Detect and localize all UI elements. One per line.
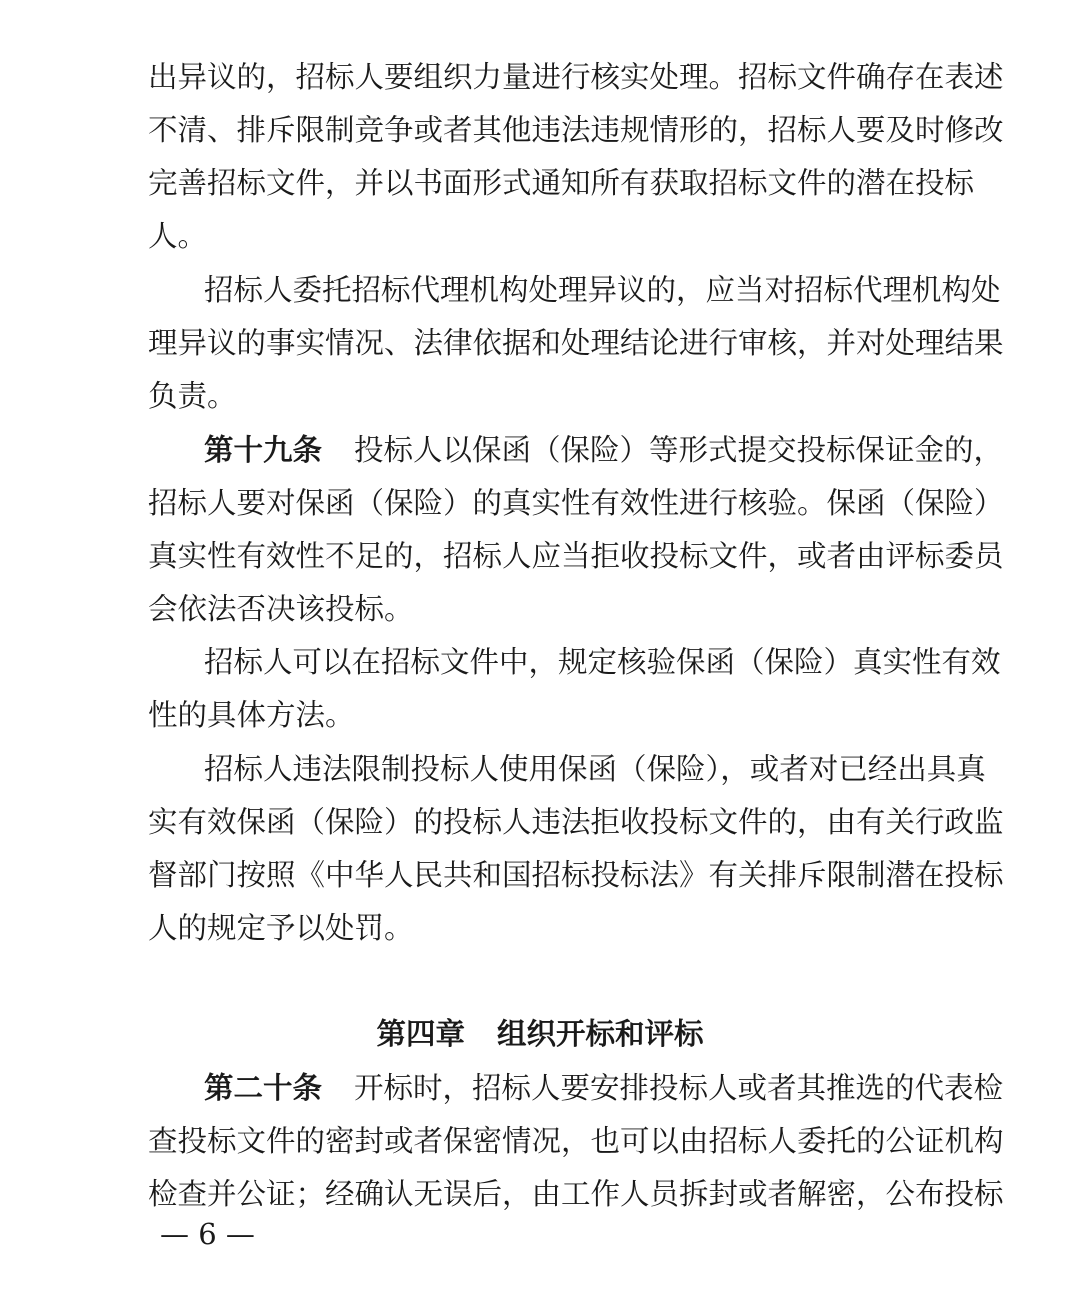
article-19-first-line — [204, 426, 1004, 474]
paragraph-line: 理异议的事实情况、法律依据和处理结论进行审核，并对处理结果 — [148, 326, 1004, 360]
paragraph-line: 真实性有效性不足的，招标人应当拒收投标文件，或者由评标委员 — [148, 539, 1004, 573]
paragraph-line: 督部门按照《中华人民共和国招标投标法》有关排斥限制潜在投标 — [148, 858, 1004, 892]
paragraph-line: 人的规定予以处罚。 — [148, 911, 414, 945]
chapter-number: 第四章 — [376, 1017, 465, 1051]
paragraph-line: 完善招标文件，并以书面形式通知所有获取招标文件的潜在投标 — [148, 166, 975, 200]
article-20-heading: 第二十条 — [204, 1071, 323, 1105]
paragraph-line: 实有效保函（保险）的投标人违法拒收投标文件的，由有关行政监 — [148, 805, 1004, 839]
article-19-first-line-text: 投标人以保函（保险）等形式提交投标保证金的， — [354, 433, 1004, 467]
paragraph-line: 招标人可以在招标文件中，规定核验保函（保险）真实性有效 — [204, 645, 1001, 679]
paragraph-line: 查投标文件的密封或者保密情况，也可以由招标人委托的公证机构 — [148, 1124, 1004, 1158]
paragraph-line: 性的具体方法。 — [148, 698, 355, 732]
paragraph-line: 招标人委托招标代理机构处理异议的，应当对招标代理机构处 — [204, 273, 1001, 307]
article-19-heading: 第十九条 — [204, 433, 323, 467]
paragraph-line: 不清、排斥限制竞争或者其他违法违规情形的，招标人要及时修改 — [148, 113, 1004, 147]
chapter-heading — [0, 1010, 1080, 1058]
paragraph-line: 出异议的，招标人要组织力量进行核实处理。招标文件确存在表述 — [148, 60, 1004, 94]
page-number: — 6 — — [160, 1217, 255, 1251]
article-20-first-line — [204, 1064, 1004, 1112]
article-20-first-line-text: 开标时，招标人要安排投标人或者其推选的代表检 — [354, 1071, 1004, 1105]
paragraph-line: 会依法否决该投标。 — [148, 592, 414, 626]
chapter-title: 组织开标和评标 — [497, 1017, 704, 1051]
paragraph-line: 招标人要对保函（保险）的真实性有效性进行核验。保函（保险） — [148, 486, 1004, 520]
paragraph-line: 人。 — [148, 219, 208, 253]
paragraph-line: 招标人违法限制投标人使用保函（保险），或者对已经出具真 — [204, 752, 986, 786]
paragraph-line: 检查并公证；经确认无误后，由工作人员拆封或者解密，公布投标 — [148, 1177, 1004, 1211]
paragraph-line: 负责。 — [148, 379, 237, 413]
